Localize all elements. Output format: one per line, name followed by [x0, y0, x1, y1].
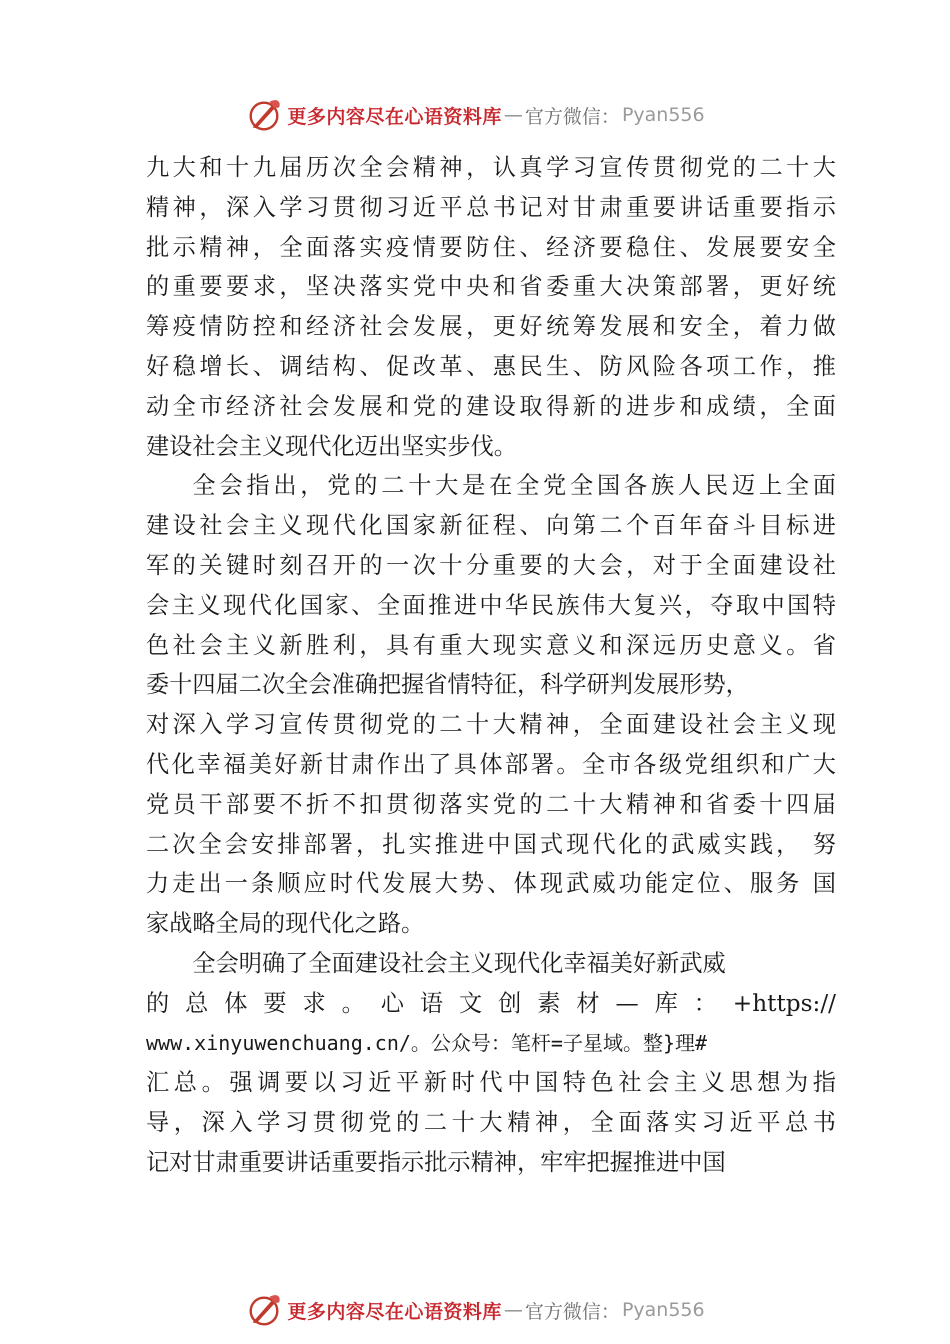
para1-line: 的重要要求，坚决落实党中央和省委重大决策部署，更好统 [146, 273, 836, 301]
wechat-id: Pyan556 [621, 1299, 705, 1321]
footer-banner [0, 1290, 950, 1330]
para1-line: 建设社会主义现代化迈出坚实步伐。 [146, 432, 517, 460]
para3-line: 的总体要求。心语文创素材—库：+https:// [146, 989, 836, 1017]
quill-logo-icon [245, 1291, 283, 1329]
wechat-label: 官方微信： [524, 1300, 620, 1323]
para2-line: 会主义现代化国家、全面推进中华民族伟大复兴，夺取中国特 [146, 591, 836, 619]
banner-dash: — [503, 104, 523, 126]
para2-line: 建设社会主义现代化国家新征程、向第二个百年奋斗目标进 [146, 512, 836, 540]
para2-line: 力走出一条顺应时代发展大势、体现武威功能定位、服务 国 [146, 870, 836, 898]
para2-line: 二次全会安排部署，扎实推进中国式现代化的武威实践， 努 [146, 830, 836, 858]
para2-line: 对深入学习宣传贯彻党的二十大精神，全面建设社会主义现 [146, 711, 836, 739]
para1-line: 九大和十九届历次全会精神，认真学习宣传贯彻党的二十大 [146, 154, 836, 181]
para3-line: 记对甘肃重要讲话重要指示批示精神，牢牢把握推进中国 [146, 1148, 726, 1176]
banner-dash: — [503, 1299, 523, 1321]
para1-line: 筹疫情防控和经济社会发展，更好统筹发展和安全，着力做 [146, 313, 836, 341]
para2-line: 代化幸福美好新甘肃作出了具体部署。全市各级党组织和广大 [146, 750, 836, 778]
para2-line: 委十四届二次全会准确把握省情特征，科学研判发展形势， [146, 671, 749, 699]
brand-text: 更多内容尽在心语资料库 [287, 1300, 502, 1323]
header-banner [0, 95, 950, 135]
para3-line: 全会明确了全面建设社会主义现代化幸福美好新武威 [192, 949, 726, 977]
para2-line: 军的关键时刻召开的一次十分重要的大会，对于全面建设社 [146, 551, 836, 579]
para1-line: 动全市经济社会发展和党的建设取得新的进步和成绩，全面 [146, 392, 836, 420]
brand-text: 更多内容尽在心语资料库 [287, 105, 502, 128]
para3-url-line: www.xinyuwenchuang.cn/。公众号：笔杆=子星域。整}理# [146, 1030, 708, 1055]
wechat-label: 官方微信： [524, 105, 620, 128]
para3-line: 导，深入学习贯彻党的二十大精神，全面落实习近平总书 [146, 1109, 836, 1137]
para1-line: 好稳增长、调结构、促改革、惠民生、防风险各项工作，推 [146, 352, 836, 380]
document-body [146, 148, 836, 1183]
quill-logo-icon [245, 96, 283, 134]
para2-line: 党员干部要不折不扣贯彻落实党的二十大精神和省委十四届 [146, 790, 836, 818]
para2-line: 家战略全局的现代化之路。 [146, 910, 425, 938]
para1-line: 批示精神，全面落实疫情要防住、经济要稳住、发展要安全 [146, 233, 836, 261]
para2-line: 色社会主义新胜利，具有重大现实意义和深远历史意义。省 [146, 631, 836, 659]
para3-line: 汇总。强调要以习近平新时代中国特色社会主义思想为指 [146, 1069, 836, 1097]
para2-line: 全会指出，党的二十大是在全党全国各族人民迈上全面 [192, 472, 836, 500]
wechat-id: Pyan556 [621, 104, 705, 126]
para1-line: 精神，深入学习贯彻习近平总书记对甘肃重要讲话重要指示 [146, 193, 836, 221]
